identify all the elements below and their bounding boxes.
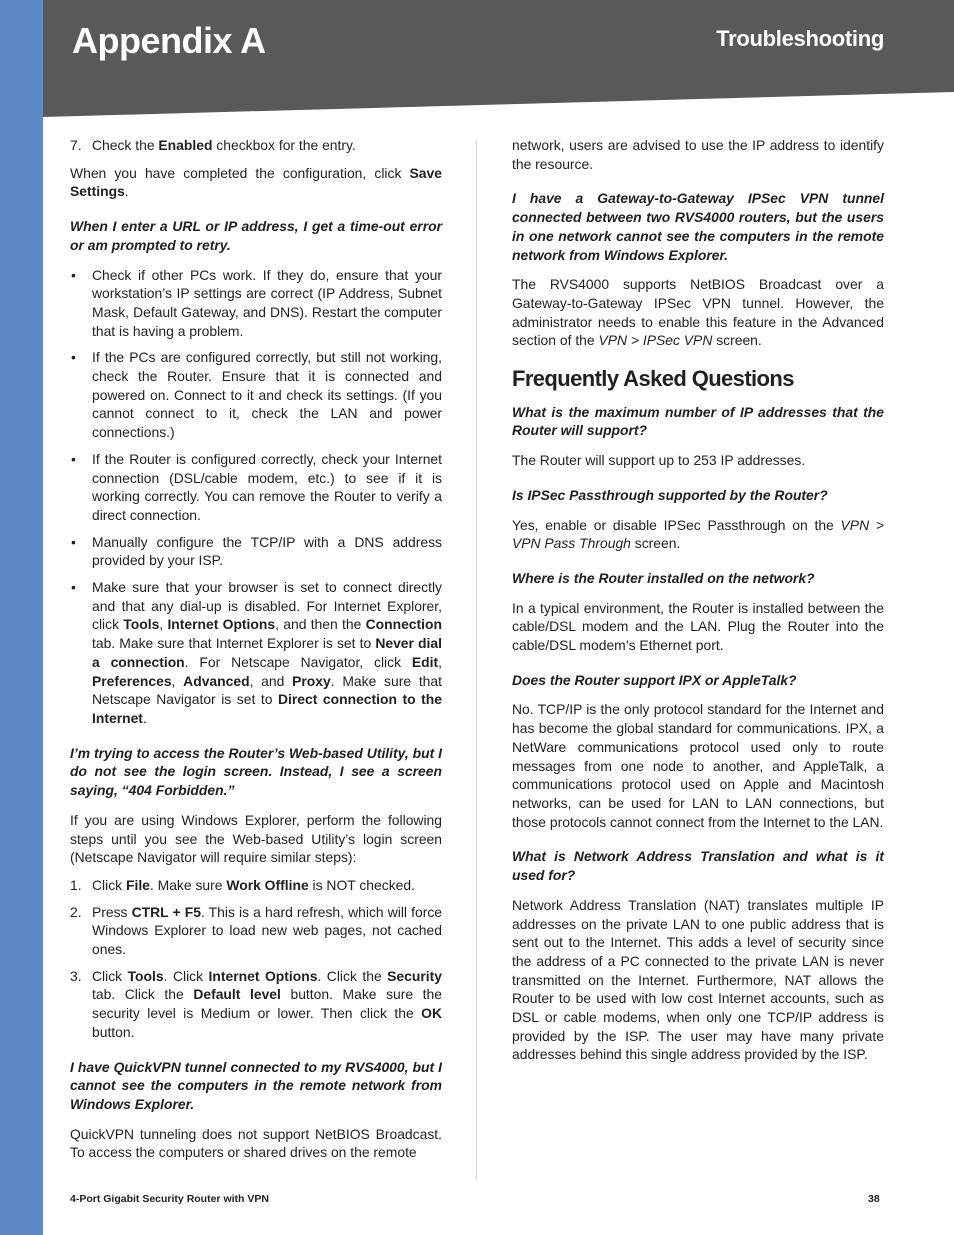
bold-term: Tools (123, 616, 160, 633)
step-item (70, 136, 442, 155)
bold-term: File (125, 876, 150, 893)
text-run: button. Make sure the security level is Medium or lower. Then click the (92, 986, 442, 1022)
italic-term: VPN > VPN Pass Through (512, 516, 884, 552)
text-run: . Make sure that Netscape Navigator is set to (92, 672, 442, 708)
faq-question: Does the Router support IPX or AppleTalk? (512, 671, 797, 688)
faq-heading: Frequently Asked Questions (512, 366, 794, 392)
bold-term: Save Settings (70, 164, 442, 200)
paragraph (70, 164, 442, 201)
bullet-list (70, 266, 442, 728)
bullet-item: • If the PCs are configured correctly, but still not working, check the Router. Ensure that it is connected and powered on. Connect to it and check its settings. (If you cannot connect to it, check the LAN and power connections.) (70, 348, 442, 442)
column-divider (476, 140, 477, 1180)
question-heading: I’m trying to access the Router’s Web-based Utility, but I do not see the login screen. Instead, I see a screen saying, “404 Forbidden.” (70, 744, 442, 799)
bold-term: Direct connection to the Internet (92, 691, 443, 726)
bold-term: Proxy (292, 672, 331, 689)
left-column (70, 136, 442, 1171)
text-run: tab. Make sure that Internet Explorer is set to (92, 635, 376, 652)
bold-term: Never dial a connection (92, 635, 442, 670)
text-run: Check the (92, 137, 159, 153)
text-run: . This is a hard refresh, which will force Windows Explorer to load new web pages, not cached ones. (92, 903, 442, 958)
bold-term: Work Offline (226, 876, 309, 893)
text-run: , (438, 653, 442, 670)
bold-term: Default level (193, 986, 281, 1003)
text-run: is NOT checked. (308, 876, 415, 893)
step-number: 1. (70, 876, 82, 893)
text-run: , (159, 616, 168, 633)
step-number: 2. (70, 903, 82, 920)
side-accent-band (0, 0, 43, 1235)
faq-answer: In a typical environment, the Router is installed between the cable/DSL modem and the LAN. Plug the Router into the cable/DSL modem’s Ethernet port. (512, 599, 884, 654)
text-run: . (142, 709, 147, 726)
bold-term: OK (421, 1005, 442, 1022)
bullet-item: • Check if other PCs work. If they do, ensure that your workstation’s IP settings are correct (IP Address, Subnet Mask, Default Gateway, and DNS). Restart the computer that is having a problem. (70, 266, 442, 341)
bold-term: Security (387, 967, 442, 984)
step-item (70, 903, 442, 959)
question-heading: When I enter a URL or IP address, I get a time-out error or am prompted to retry. (70, 218, 442, 253)
faq-question: What is Network Address Translation and what is it used for? (512, 848, 884, 884)
text-run: Click (92, 967, 128, 984)
text-run: . Click the (317, 967, 388, 984)
question-heading: I have a Gateway-to-Gateway IPSec VPN tunnel connected between two RVS4000 routers, but the users in one network cannot see the computers in the remote network from Windows Explorer. (512, 190, 884, 263)
bold-term: Advanced (183, 672, 250, 689)
step-list (70, 876, 442, 1042)
text-run: Make sure that your browser is set to connect directly and that any dial-up is disabled. For Internet Explorer, click (92, 579, 442, 633)
paragraph: network, users are advised to use the IP address to identify the resource. (512, 137, 884, 172)
bold-term: Connection (365, 616, 442, 633)
bullet-item (70, 578, 442, 728)
faq-question: Is IPSec Passthrough supported by the Router? (512, 486, 828, 503)
paragraph: QuickVPN tunneling does not support NetBIOS Broadcast. To access the computers or shared drives on the remote (70, 1125, 442, 1161)
text-run: Click (92, 876, 126, 893)
step-list-continued (70, 136, 442, 155)
text-run: button. (92, 1023, 135, 1040)
text-run: tab. Click the (92, 986, 194, 1003)
text-run: , and (249, 672, 293, 689)
text-run: Press (92, 903, 132, 920)
bold-term: Edit (411, 653, 439, 670)
paragraph: If you are using Windows Explorer, perform the following steps until you see the Web-based Utility’s login screen (Netscape Navigator will require similar steps): (70, 811, 442, 866)
page-header (43, 0, 954, 118)
text-run: checkbox for the entry. (212, 137, 356, 153)
bold-term: CTRL + F5 (131, 903, 201, 920)
italic-term: VPN > IPSec VPN (598, 332, 713, 349)
text-run: , (171, 672, 184, 689)
page-title: Appendix A (72, 20, 266, 61)
footer-page-number: 38 (868, 1193, 880, 1205)
faq-answer (512, 516, 884, 553)
text-run: When you have completed the configuration, click (70, 164, 410, 181)
bold-term: Internet Options (208, 967, 318, 984)
text-run: Yes, enable or disable IPSec Passthrough on the (512, 516, 841, 533)
text-run: screen. (712, 332, 762, 349)
bold-term: Internet Options (167, 616, 276, 633)
text-run: . Click (163, 967, 209, 984)
step-number: 3. (70, 967, 82, 984)
step-item (70, 876, 442, 895)
text-run: . For Netscape Navigator, click (184, 653, 412, 670)
bold-term: Preferences (92, 672, 172, 689)
section-title: Troubleshooting (716, 26, 884, 51)
text-run: . (124, 183, 129, 200)
text-run: The RVS4000 supports NetBIOS Broadcast over a Gateway-to-Gateway IPSec VPN tunnel. However, the administrator needs to enable this feature in the Advanced section of the (512, 276, 884, 349)
text-run: , and then the (275, 616, 366, 633)
faq-answer: Network Address Translation (NAT) translates multiple IP addresses on the private LAN to one public address that is sent out to the Internet. This adds a level of security since the address of a PC connected to the private LAN is never transmitted on the Internet. Furthermore, NAT allows the Router to be used with low cost Internet accounts, such as DSL or cable modems, when only one TCP/IP address is provided by the ISP. The user may have many private addresses behind this single address provided by the ISP. (512, 896, 884, 1063)
question-heading: I have QuickVPN tunnel connected to my RVS4000, but I cannot see the computers in the remote network from Windows Explorer. (70, 1058, 442, 1112)
right-column (512, 136, 884, 1073)
step-number: 7. (70, 137, 82, 153)
bullet-item: • If the Router is configured correctly, check your Internet connection (DSL/cable modem, etc.) to see if it is working correctly. You can remove the Router to verify a direct connection. (70, 450, 442, 525)
paragraph (512, 275, 884, 350)
bullet-item: • Manually configure the TCP/IP with a DNS address provided by your ISP. (70, 533, 442, 570)
text-run: . Make sure (149, 876, 227, 893)
faq-question: Where is the Router installed on the network? (512, 569, 815, 586)
footer-product-name: 4-Port Gigabit Security Router with VPN (70, 1193, 269, 1205)
text-run: screen. (630, 535, 681, 552)
step-item (70, 967, 442, 1042)
faq-question: What is the maximum number of IP addresses that the Router will support? (512, 403, 884, 439)
bold-term: Tools (127, 967, 164, 984)
faq-answer: No. TCP/IP is the only protocol standard for the Internet and has become the global standard for communications. IPX, a NetWare communications protocol used only to route messages from one node to another, and AppleTalk, a communications protocol used on Apple and Macintosh networks, can be used for LAN to LAN connections, but those protocols cannot connect from the Internet to the LAN. (512, 701, 884, 830)
bold-term: Enabled (158, 137, 213, 153)
faq-answer: The Router will support up to 253 IP addresses. (512, 452, 806, 469)
